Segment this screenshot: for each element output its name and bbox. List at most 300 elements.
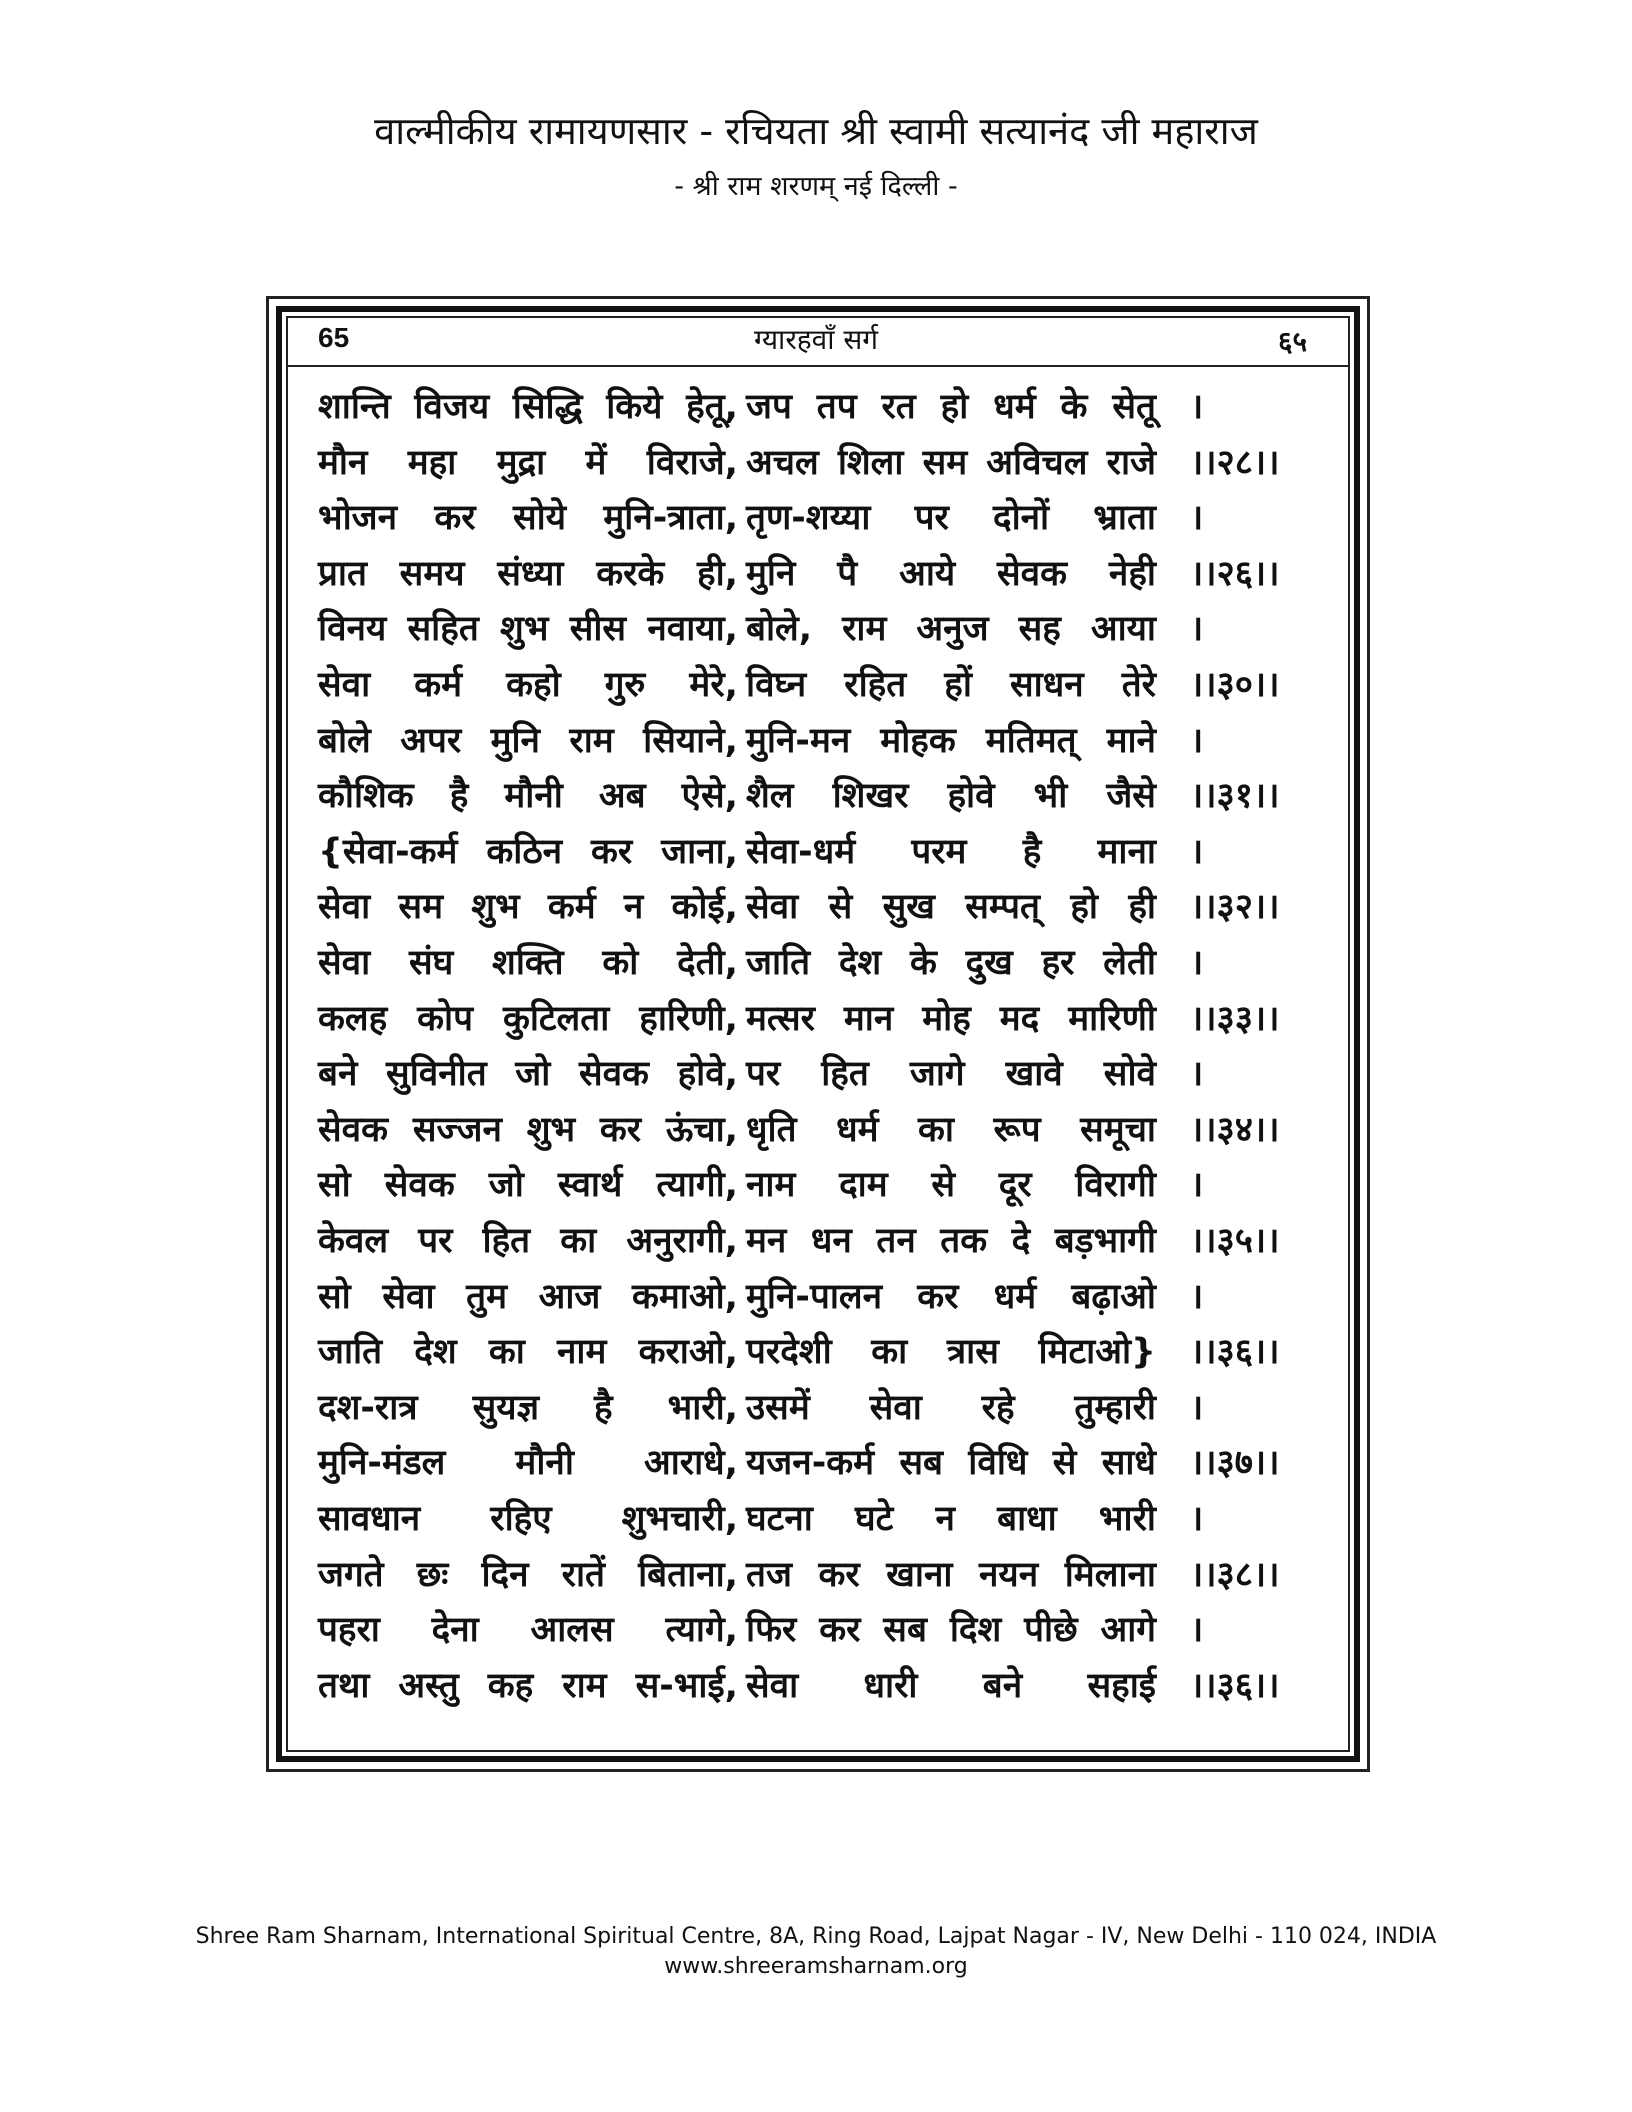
verse-word: सेवक (578, 1054, 649, 1095)
verse-word: त्यागे, (665, 1610, 738, 1651)
verse-number: । (1190, 1165, 1204, 1206)
verse-word: कोप (417, 998, 473, 1039)
verse-word: साधन (1009, 665, 1084, 705)
verse-word: समूचा (1080, 1109, 1156, 1150)
verse-word: कलह (318, 998, 388, 1039)
verse-word: दिश (949, 1610, 1002, 1651)
verse-line (318, 882, 1328, 938)
verse-line (318, 660, 1328, 716)
verse-word: परदेशी (746, 1332, 832, 1373)
verse-word: धन (810, 1221, 852, 1261)
verse-word: से (828, 887, 853, 928)
verse-word: संघ (408, 943, 454, 983)
verse-word: मुनि-मन (746, 720, 851, 761)
verse-number: ।।३०।। (1190, 665, 1280, 705)
verse-word: न (623, 887, 644, 928)
verse-word: देती, (677, 943, 738, 983)
verse-word: देश (838, 943, 882, 983)
verse-number: । (1190, 1054, 1204, 1095)
verse-word: पै (837, 553, 858, 594)
verse-word: बाधा (997, 1499, 1057, 1539)
verse-word: कमाओ, (632, 1276, 738, 1317)
verse-word: नवाया, (647, 609, 738, 650)
verse-line (318, 938, 1328, 994)
verse-word: छः (416, 1554, 449, 1595)
verse-line (318, 1272, 1328, 1328)
verse-second-half (746, 1327, 1156, 1374)
verse-word: सम (922, 442, 968, 483)
verse-line (318, 1383, 1328, 1439)
verse-word: जो (515, 1054, 551, 1095)
verse-word: किये (606, 387, 663, 427)
verse-word: खावे (1005, 1054, 1063, 1095)
verse-word: तन (876, 1221, 916, 1261)
verse-word: दे (1011, 1221, 1031, 1261)
footer-address: Shree Ram Sharnam, International Spiritual Centre, 8A, Ring Road, Lajpat Nagar - IV, New Delhi - 110 024, INDIA (195, 1924, 1437, 1949)
verse-word: सिद्धि (512, 387, 583, 427)
verse-number: ।।२८।। (1190, 442, 1280, 483)
verse-word: से (931, 1165, 956, 1206)
verse-word: विधि (968, 1443, 1028, 1484)
verse-word: को (602, 943, 639, 983)
verse-word: मुनि (746, 553, 796, 594)
verse-word: बने (982, 1665, 1023, 1706)
verse-second-half (746, 1160, 1156, 1207)
verse-second-half (746, 382, 1156, 429)
verse-word: के (1060, 387, 1088, 427)
verse-word: करके (596, 553, 665, 594)
verse-word: दिन (481, 1554, 529, 1595)
verse-word: राम (569, 720, 614, 761)
verse-line (318, 994, 1328, 1050)
verse-line (318, 716, 1328, 772)
verse-second-half (746, 1216, 1156, 1263)
verse-number: ।।३५।। (1190, 1221, 1280, 1261)
verse-first-half (318, 1383, 738, 1430)
verse-line (318, 1216, 1328, 1272)
verse-number: । (1190, 609, 1204, 650)
verse-word: ही (1128, 887, 1156, 928)
verse-word: मारिणी (1068, 998, 1156, 1039)
verse-line (318, 771, 1328, 827)
verse-word: केवल (318, 1221, 389, 1261)
verse-word: तेरे (1121, 665, 1156, 705)
verse-first-half (318, 1049, 738, 1096)
verse-line (318, 1327, 1328, 1383)
verse-number: ।।२६।। (1190, 553, 1280, 594)
verse-word: सेवा (746, 887, 799, 928)
verse-word: मिलाना (1064, 1554, 1156, 1595)
verse-second-half (746, 1494, 1156, 1541)
verse-number: ।।३४।। (1190, 1109, 1280, 1150)
verse-word: शुभचारी, (621, 1499, 738, 1539)
verse-second-half (746, 1049, 1156, 1096)
verse-second-half (746, 1272, 1156, 1319)
page-number-arabic: 65 (318, 322, 350, 353)
verse-word: सह (1018, 609, 1061, 650)
verse-word: आराधे, (644, 1443, 738, 1484)
verse-word: सहित (407, 609, 479, 650)
verse-second-half (746, 1105, 1156, 1152)
verse-word: हित (821, 1054, 869, 1095)
verse-number: । (1190, 387, 1204, 427)
verse-word: तप (816, 387, 857, 427)
verse-word: बोले (318, 720, 371, 761)
verse-word: कुटिलता (502, 998, 610, 1039)
verse-second-half (746, 660, 1156, 707)
verse-first-half (318, 1160, 738, 1207)
verse-word: माना (1097, 831, 1156, 872)
verse-first-half (318, 1105, 738, 1152)
verse-line (318, 1438, 1328, 1494)
verse-word: का (488, 1332, 525, 1373)
verse-word: त्यागी, (656, 1165, 738, 1206)
verse-word: मौनी (515, 1443, 574, 1484)
verse-word: सब (883, 1610, 927, 1651)
verse-word: जाति (746, 943, 811, 983)
verse-first-half (318, 493, 738, 540)
verse-first-half (318, 1550, 738, 1597)
verse-number: । (1190, 1610, 1204, 1651)
verse-word: हारिणी, (639, 998, 738, 1039)
verse-word: तुम (466, 1276, 508, 1317)
verse-word: से (1052, 1443, 1077, 1484)
verse-word: होवे (947, 776, 995, 817)
verse-word: होवे, (677, 1054, 738, 1095)
verse-word: शक्ति (492, 943, 564, 983)
verse-word: सेवा (869, 1387, 922, 1428)
verse-word: दुख (965, 943, 1013, 983)
verse-word: सोये (512, 498, 566, 539)
page-number-devanagari: ६५ (1278, 325, 1308, 358)
verse-word: सो (318, 1276, 351, 1317)
verse-line (318, 1049, 1328, 1105)
verse-second-half (746, 549, 1156, 596)
verse-word: रहिए (490, 1499, 552, 1539)
verse-word: शैल (746, 776, 794, 817)
verse-word: उसमें (746, 1387, 810, 1428)
verse-word: सज्जन (412, 1109, 502, 1150)
verse-word: देना (431, 1610, 479, 1651)
verse-word: है (594, 1387, 613, 1428)
verse-second-half (746, 1550, 1156, 1597)
verse-word: विजय (414, 387, 490, 427)
document-title: वाल्मीकीय रामायणसार - रचियता श्री स्वामी सत्यानंद जी महाराज (374, 109, 1258, 153)
verse-word: सुविनीत (386, 1054, 487, 1095)
verse-first-half (318, 882, 738, 929)
verse-word: पर (418, 1221, 453, 1261)
verse-word: मुनि-मंडल (318, 1443, 446, 1484)
verse-word: त्रास (946, 1332, 999, 1373)
verse-word: प्रात (318, 553, 367, 594)
verse-word: देश (414, 1332, 457, 1373)
verse-second-half (746, 938, 1156, 985)
verse-first-half (318, 1494, 738, 1541)
verse-number: । (1190, 498, 1204, 539)
verse-number: । (1190, 1499, 1204, 1539)
verse-word: मुद्रा (496, 442, 546, 483)
header-divider (288, 365, 1348, 367)
verse-second-half (746, 1383, 1156, 1430)
verse-word: धृति (746, 1109, 797, 1150)
verse-word: मौनी (504, 776, 563, 817)
verse-word: अविचल (986, 442, 1088, 483)
verse-word: मुनि (490, 720, 540, 761)
verse-word: सेतू (1112, 387, 1156, 427)
verse-line (318, 1605, 1328, 1661)
verse-line (318, 1661, 1328, 1717)
verse-word: सावधान (318, 1499, 421, 1539)
verse-word: अनुज (916, 609, 989, 650)
verse-word: मोहक (880, 720, 956, 761)
verse-word: सेवा-धर्म (746, 831, 856, 872)
verse-word: सुयज्ञ (472, 1387, 540, 1428)
verse-first-half (318, 660, 738, 707)
verse-word: समय (399, 553, 465, 594)
verse-second-half (746, 1438, 1156, 1485)
verse-word: कर (819, 1610, 861, 1651)
verse-second-half (746, 493, 1156, 540)
verse-word: विनय (318, 609, 387, 650)
verse-word: फिर (746, 1610, 797, 1651)
verse-word: हों (944, 665, 972, 705)
verse-word: हर (1041, 943, 1075, 983)
verse-word: कठिन (486, 831, 563, 872)
verse-word: ऊंचा, (665, 1109, 738, 1150)
verse-word: मत्सर (746, 998, 815, 1039)
verse-word: विघ्न (746, 665, 807, 705)
verse-word: मुनि-पालन (746, 1276, 883, 1317)
verse-word: नाम (556, 1332, 607, 1373)
verse-word: सब (899, 1443, 943, 1484)
verse-first-half (318, 827, 738, 874)
verse-word: शिला (837, 442, 904, 483)
verse-word: जैसे (1106, 776, 1156, 817)
verse-number: । (1190, 1387, 1204, 1428)
verse-word: सो (318, 1165, 351, 1206)
verse-word: में (585, 442, 607, 483)
verse-word: मान (843, 998, 894, 1039)
verse-first-half (318, 716, 738, 763)
chapter-title: ग्यारहवाँ सर्ग (753, 323, 879, 356)
verse-word: धर्म (993, 387, 1036, 427)
verse-word: कहो (506, 665, 561, 705)
verse-number: ।।३२।। (1190, 887, 1280, 928)
verse-word: का (918, 1109, 954, 1150)
verse-word: रूप (993, 1109, 1041, 1150)
verse-word: तज (746, 1554, 792, 1595)
verse-word: कराओ, (638, 1332, 738, 1373)
verse-word: के (909, 943, 937, 983)
verse-word: तृण-शय्या (746, 498, 871, 539)
verse-word: कर (599, 1109, 642, 1150)
verse-word: अचल (746, 442, 819, 483)
verse-first-half (318, 604, 738, 651)
verse-word: सेवक (384, 1165, 455, 1206)
footer-website: www.shreeramsharnam.org (664, 1954, 968, 1979)
verse-word: अनुरागी, (626, 1221, 738, 1261)
verse-word: रहे (981, 1387, 1015, 1428)
verse-word: हित (482, 1221, 531, 1261)
verse-first-half (318, 382, 738, 429)
verse-word: नयन (979, 1554, 1039, 1595)
verse-word: विरागी (1075, 1165, 1156, 1206)
verse-first-half (318, 1327, 738, 1374)
verse-word: महा (407, 442, 457, 483)
verse-word: तथा (318, 1665, 370, 1706)
verse-word: रातें (561, 1554, 605, 1595)
verse-word: कर्म (414, 665, 463, 705)
verse-word: है (1022, 831, 1042, 872)
verse-word: कर (434, 498, 476, 539)
verse-word: कर (591, 831, 633, 872)
verse-word: संध्या (497, 553, 564, 594)
verse-word: सेवक (318, 1109, 389, 1150)
verse-word: साधे (1101, 1443, 1156, 1484)
verse-word: दश-रात्र (318, 1387, 418, 1428)
verse-word: घटना (746, 1499, 813, 1539)
verse-word: जागे (909, 1054, 965, 1095)
verse-second-half (746, 994, 1156, 1041)
verse-word: बने (318, 1054, 358, 1095)
verse-number: । (1190, 720, 1204, 761)
verse-word: तुम्हारी (1074, 1387, 1156, 1428)
verse-word: आलस (530, 1610, 614, 1651)
verse-number: । (1190, 943, 1204, 983)
verse-word: माने (1106, 720, 1156, 761)
verse-first-half (318, 771, 738, 818)
verse-line (318, 1105, 1328, 1161)
verse-second-half (746, 827, 1156, 874)
verse-word: बिताना, (638, 1554, 738, 1595)
verse-word: दोनों (992, 498, 1050, 539)
verse-word: न (935, 1499, 955, 1539)
verse-line (318, 382, 1328, 438)
verse-word: मिटाओ} (1038, 1332, 1156, 1373)
verse-word: सेवा (318, 943, 371, 983)
verse-line (318, 827, 1328, 883)
verse-word: पहरा (318, 1610, 380, 1651)
verse-line (318, 1550, 1328, 1606)
verse-word: सियाने, (643, 720, 738, 761)
verse-first-half (318, 994, 738, 1041)
verse-word: का (560, 1221, 597, 1261)
verse-word: हेतू, (686, 387, 738, 427)
verse-word: मौन (318, 442, 368, 483)
verse-word: यजन-कर्म (746, 1443, 875, 1484)
verse-second-half (746, 604, 1156, 651)
verse-word: अपर (400, 720, 462, 761)
verse-second-half (746, 438, 1156, 485)
verse-word: रहित (844, 665, 907, 705)
verse-word: बड़भागी (1054, 1221, 1156, 1261)
verse-word: का (871, 1332, 908, 1373)
verse-word: विराजे, (646, 442, 738, 483)
verse-word: जो (488, 1165, 524, 1206)
verse-word: भोजन (318, 498, 398, 539)
verse-word: सोवे (1103, 1054, 1156, 1095)
verse-word: शुभ (526, 1109, 576, 1150)
verse-word: जप (746, 387, 792, 427)
verse-word: लेती (1103, 943, 1156, 983)
verse-word: मेरे, (689, 665, 738, 705)
verse-word: है (449, 776, 469, 817)
verse-word: आया (1090, 609, 1156, 650)
verse-word: आगे (1100, 1610, 1156, 1651)
verse-word: कौशिक (318, 776, 414, 817)
verse-number: ।।३६।। (1190, 1332, 1280, 1373)
verse-word: भ्राता (1093, 498, 1156, 539)
verse-word: सम्पत् (965, 887, 1040, 928)
verse-first-half (318, 549, 738, 596)
verse-word: सहाई (1087, 1665, 1156, 1706)
verse-word: नेही (1108, 553, 1156, 594)
verse-word: दूर (998, 1165, 1032, 1206)
verse-first-half (318, 1438, 738, 1485)
verse-line (318, 1494, 1328, 1550)
verse-word: धर्म (836, 1109, 879, 1150)
verse-word: मोह (922, 998, 971, 1039)
verse-number: ।।३८।। (1190, 1554, 1280, 1595)
verse-number: । (1190, 1276, 1204, 1317)
verse-word: आये (899, 553, 956, 594)
verse-word: कर (818, 1554, 860, 1595)
verse-word: जाति (318, 1332, 383, 1373)
verse-number: ।।३६।। (1190, 1665, 1280, 1706)
verse-line (318, 1160, 1328, 1216)
verse-second-half (746, 716, 1156, 763)
document-subtitle: - श्री राम शरणम् नई दिल्ली - (674, 171, 958, 202)
verse-word: ऐसे, (681, 776, 738, 817)
verse-first-half (318, 1605, 738, 1652)
verse-word: शिखर (832, 776, 909, 817)
verse-first-half (318, 938, 738, 985)
verse-first-half (318, 1216, 738, 1263)
verse-word: परम (911, 831, 967, 872)
verse-number: ।।३३।। (1190, 998, 1280, 1039)
verse-line (318, 493, 1328, 549)
verse-word: हो (1070, 887, 1098, 928)
verse-word: भी (1033, 776, 1068, 817)
verse-word: सम (398, 887, 443, 928)
verse-word: धारी (863, 1665, 918, 1706)
verse-word: नाम (746, 1165, 796, 1206)
verse-number: । (1190, 831, 1204, 872)
verse-word: खाना (886, 1554, 953, 1595)
verse-first-half (318, 1272, 738, 1319)
verse-word: राम (562, 1665, 607, 1706)
verse-word: मतिमत् (985, 720, 1077, 761)
verse-word: हो (940, 387, 969, 427)
verse-word: सीस (569, 609, 627, 650)
verse-word: बोले, (746, 609, 813, 650)
verse-word: दाम (839, 1165, 888, 1206)
verse-word: भारी (1098, 1499, 1156, 1539)
verse-word: स-भाई, (635, 1665, 738, 1706)
verse-word: {सेवा-कर्म (318, 831, 458, 872)
verse-second-half (746, 1661, 1156, 1708)
verse-word: भारी, (667, 1387, 738, 1428)
verse-word: सेवक (997, 553, 1068, 594)
verse-word: सेवा (382, 1276, 435, 1317)
verse-word: घटे (855, 1499, 894, 1539)
verse-word: कर्म (547, 887, 596, 928)
verse-word: सुख (882, 887, 935, 928)
verse-line (318, 604, 1328, 660)
verse-word: तक (940, 1221, 988, 1261)
verse-word: जगते (318, 1554, 384, 1595)
verse-word: मुनि-त्राता, (603, 498, 738, 539)
